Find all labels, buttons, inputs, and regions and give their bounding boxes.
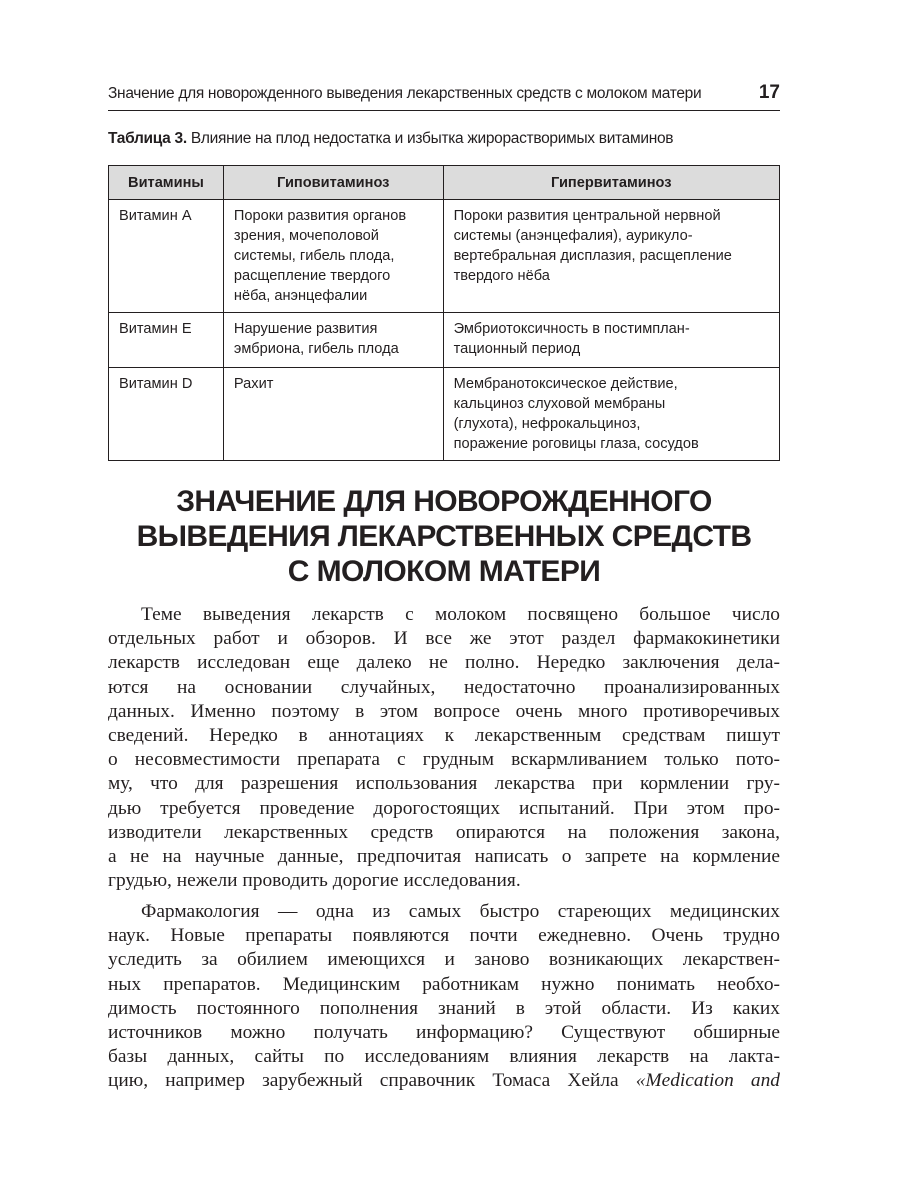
text-line: базы данных, сайты по исследованиям влияния лекарств на лакта- xyxy=(108,1046,780,1068)
cell-line: системы, гибель плода, xyxy=(233,248,395,264)
book-title: «Medication and xyxy=(635,1070,780,1092)
table-row-vitamin-d xyxy=(109,368,780,461)
cell-line: вертебральная дисплазия, расщепление xyxy=(453,248,732,264)
table-caption-label: Таблица 3. xyxy=(108,130,187,147)
text-line xyxy=(108,1069,780,1093)
text-line: дью требуется проведение дорогостоящих испытаний. При этом про- xyxy=(108,797,780,819)
cell-line: расщепление твердого xyxy=(233,268,391,284)
section-title-line: ВЫВЕДЕНИЯ ЛЕКАРСТВЕННЫХ СРЕДСТВ xyxy=(136,520,752,553)
section-title xyxy=(108,484,780,589)
cell-line: зрения, мочеполовой xyxy=(233,228,379,244)
running-title: Значение для новорожденного выведения лекарственных средств с молоком матери xyxy=(108,85,702,102)
text-line: димость постоянного пополнения знаний в этой области. Из каких xyxy=(108,997,780,1019)
cell-line: нёба, анэнцефалии xyxy=(233,288,368,304)
text-line-start: цию, например зарубежный справочник Томаса Хейла xyxy=(108,1070,636,1092)
cell-line: (глухота), нефрокальциноз, xyxy=(453,416,641,432)
cell-line: тационный период xyxy=(453,341,581,357)
cell-line: кальциноз слуховой мембраны xyxy=(453,396,666,412)
body-paragraph-2 xyxy=(108,900,780,1094)
vitamins-table xyxy=(108,165,780,461)
section-title-line: С МОЛОКОМ МАТЕРИ xyxy=(287,555,601,588)
text-line: му, что для разрешения использования лекарства при кормлении гру- xyxy=(108,773,780,795)
text-line: лекарств исследован еще далеко не полно. Нередко заключения дела- xyxy=(108,652,780,674)
hypovitaminosis-cell xyxy=(223,313,443,368)
vitamin-name-cell: Витамин D xyxy=(109,368,224,461)
cell-line: твердого нёба xyxy=(453,268,550,284)
text-line: Теме выведения лекарств с молоком посвящено большое число xyxy=(141,604,780,625)
table-row-vitamin-e xyxy=(109,313,780,368)
text-line: ных препаратов. Медицинским работникам нужно понимать необхо- xyxy=(108,973,780,995)
text-line: уследить за обилием имеющихся и заново возникающих лекарствен- xyxy=(108,949,780,971)
text-line: данных. Именно поэтому в этом вопросе очень много противоречивых xyxy=(108,700,780,722)
text-line: источников можно получать информацию? Существуют обширные xyxy=(108,1021,780,1043)
hypervitaminosis-cell xyxy=(443,368,779,461)
table-header-row xyxy=(109,166,780,200)
table-caption-text: Влияние на плод недостатка и избытка жирорастворимых витаминов xyxy=(186,130,674,147)
page-number: 17 xyxy=(758,82,780,103)
text-line: отдельных работ и обзоров. И все же этот раздел фармакокинетики xyxy=(108,628,780,650)
section-title-line: ЗНАЧЕНИЕ ДЛЯ НОВОРОЖДЕННОГО xyxy=(176,485,712,518)
cell-line: Нарушение развития xyxy=(233,321,378,337)
text-line: изводители лекарственных средств опираются на положения закона, xyxy=(108,821,780,843)
table-caption xyxy=(108,130,780,148)
column-header-vitamins: Витамины xyxy=(109,166,224,200)
column-header-hypervitaminosis: Гипервитаминоз xyxy=(443,166,779,200)
text-line: о несовместимости препарата с грудным вскармливанием только пото- xyxy=(108,749,780,771)
cell-line: Пороки развития органов xyxy=(233,208,407,224)
text-line: сведений. Нередко в аннотациях к лекарственным средствам пишут xyxy=(108,724,780,746)
cell-line: Пороки развития центральной нервной xyxy=(453,208,721,224)
cell-line: поражение роговицы глаза, сосудов xyxy=(453,436,699,452)
cell-line: Мембранотоксическое действие, xyxy=(453,376,678,392)
cell-line: системы (анэнцефалия), аурикуло- xyxy=(453,228,693,244)
cell-line: Рахит xyxy=(233,376,274,392)
text-line: а не на научные данные, предпочитая написать о запрете на кормление xyxy=(108,845,780,867)
body-paragraph-1 xyxy=(108,603,780,893)
column-header-hypovitaminosis: Гиповитаминоз xyxy=(223,166,443,200)
running-header xyxy=(108,80,780,111)
text-line: Фармакология — одна из самых быстро стареющих медицинских xyxy=(141,901,780,922)
vitamin-name-cell: Витамин А xyxy=(109,200,224,313)
vitamin-name-cell: Витамин Е xyxy=(109,313,224,368)
hypervitaminosis-cell xyxy=(443,313,779,368)
hypovitaminosis-cell xyxy=(223,368,443,461)
cell-line: эмбриона, гибель плода xyxy=(233,341,399,357)
table-row-vitamin-a xyxy=(109,200,780,313)
text-line: ются на основании случайных, недостаточно проанализированных xyxy=(108,676,780,698)
cell-line: Эмбриотоксичность в постимплан- xyxy=(453,321,690,337)
hypervitaminosis-cell xyxy=(443,200,779,313)
text-line: наук. Новые препараты появляются почти ежедневно. Очень трудно xyxy=(108,925,780,947)
text-line: грудью, нежели проводить дорогие исследования. xyxy=(108,870,521,892)
hypovitaminosis-cell xyxy=(223,200,443,313)
